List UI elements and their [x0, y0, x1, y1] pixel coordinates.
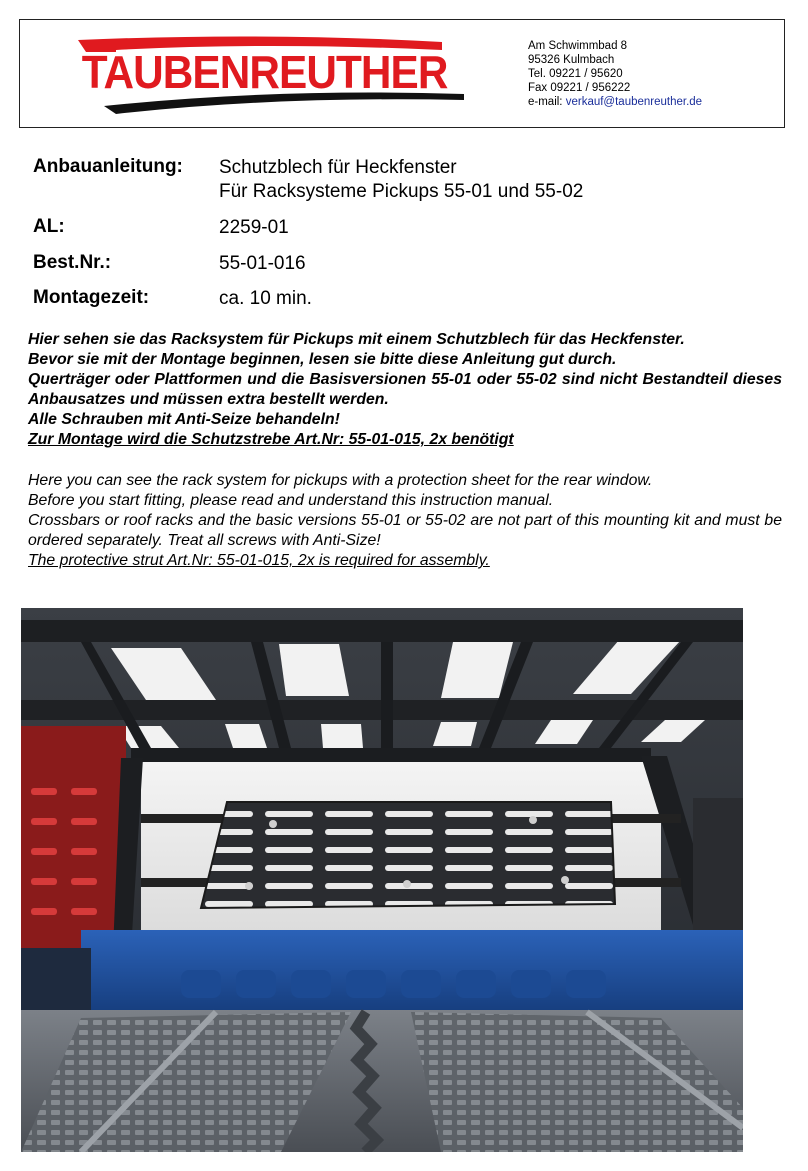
company-logo: [76, 30, 468, 114]
english-instructions: [28, 471, 782, 571]
de-p3: Querträger oder Plattformen und die Basisversionen 55-01 oder 55-02 sind nicht Bestandteil dieses Anbausatzes und müssen extra bestellt werden.: [28, 371, 782, 408]
brand-name: TAUBENREUTHER: [81, 46, 448, 98]
email-label: e-mail:: [528, 96, 563, 108]
german-instructions: [28, 330, 782, 450]
en-p4: The protective strut Art.Nr: 55-01-015, 2x is required for assembly.: [28, 552, 490, 569]
address-street: Am Schwimmbad 8: [528, 40, 628, 52]
best-value: 55-01-016: [219, 253, 306, 274]
de-p4: Alle Schrauben mit Anti-Seize behandeln!: [28, 411, 340, 428]
de-p2: Bevor sie mit der Montage beginnen, lesen sie bitte diese Anleitung gut durch.: [28, 351, 617, 368]
anbau-label: Anbauanleitung:: [33, 156, 183, 177]
de-p1: Hier sehen sie das Racksystem für Pickups mit einem Schutzblech für das Heckfenster.: [28, 331, 685, 348]
de-p5: Zur Montage wird die Schutzstrebe Art.Nr: 55-01-015, 2x benötigt: [28, 431, 514, 448]
anbau-line2: Für Racksysteme Pickups 55-01 und 55-02: [219, 181, 584, 202]
al-value: 2259-01: [219, 217, 289, 238]
anbau-line1: Schutzblech für Heckfenster: [219, 157, 457, 178]
address-email-line: [528, 95, 702, 109]
al-label: AL:: [33, 216, 65, 237]
best-label: Best.Nr.:: [33, 252, 112, 273]
letterhead: [19, 19, 785, 128]
address-fax: Fax 09221 / 956222: [528, 82, 631, 94]
email-link[interactable]: verkauf@taubenreuther.de: [565, 96, 703, 108]
rack-photo: [21, 608, 743, 1152]
en-p3: Crossbars or roof racks and the basic versions 55-01 or 55-02 are not part of this mounting kit and must be ordered separately. Treat all screws with Anti-Size!: [28, 512, 782, 549]
en-p1: Here you can see the rack system for pickups with a protection sheet for the rear window.: [28, 472, 653, 489]
address-city: 95326 Kulmbach: [528, 54, 615, 66]
company-address: [528, 39, 702, 109]
rack-photo-illustration: [21, 608, 743, 1152]
address-tel: Tel. 09221 / 95620: [528, 68, 623, 80]
zeit-value: ca. 10 min.: [219, 288, 312, 309]
zeit-label: Montagezeit:: [33, 287, 150, 308]
en-p2: Before you start fitting, please read and understand this instruction manual.: [28, 492, 554, 509]
